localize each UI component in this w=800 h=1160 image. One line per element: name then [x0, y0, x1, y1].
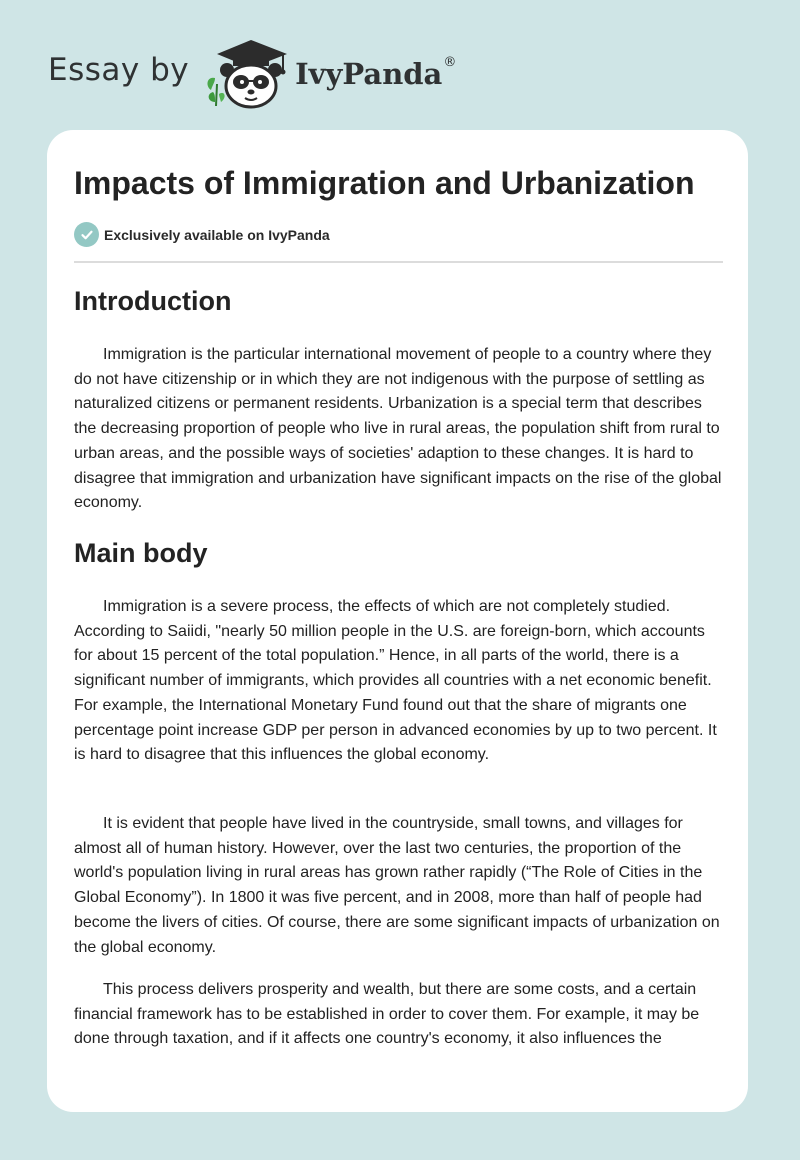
check-icon — [74, 222, 99, 247]
registered-mark: ® — [443, 54, 457, 70]
paragraph: It is evident that people have lived in the countryside, small towns, and villages for almost all of human history. However, over the last two centuries, the proportion of the world's population living in rural areas has grown rather rapidly (“The Role of Cities in the Global Economy”). In 1800 it was five percent, and in 2008, more than half of people had become the livers of cities. Of course, there are some significant impacts of urbanization on the global economy. — [74, 815, 720, 956]
site-header — [48, 34, 456, 110]
paragraph: Immigration is a severe process, the effects of which are not completely studied. According to Saiidi, "nearly 50 million people in the U.S. are foreign-born, which accounts for about 15 percent of the total population.” Hence, in all parts of the world, there is a significant number of immigrants, which provides all countries with a net economic benefit. For example, the International Monetary Fund found out that the share of migrants one percentage point increase GDP per person in advanced economies by up to two percent. It is hard to disagree that this influences the global economy. — [74, 598, 717, 764]
title-divider — [74, 261, 723, 263]
section-heading-main-body: Main body — [74, 538, 208, 568]
badge-label: Exclusively available on IvyPanda — [104, 226, 330, 243]
essay-title: Impacts of Immigration and Urbanization — [74, 165, 695, 201]
brand-prefix: Essay by — [48, 52, 190, 88]
essay-card — [47, 130, 748, 1112]
section-heading-introduction: Introduction — [74, 286, 232, 316]
exclusive-badge — [74, 222, 330, 247]
paragraph: Immigration is the particular international movement of people to a country where they do not have citizenship or in which they are not indigenous with the purpose of settling as naturalized citizens or permanent residents. Urbanization is a special term that describes the decreasing proportion of people who live in rural areas, the population shift from rural to urban areas, and the possible ways of societies' adaption to these changes. It is hard to disagree that immigration and urbanization have significant impacts on the rise of the global economy. — [74, 346, 722, 512]
panda-logo-icon[interactable] — [203, 34, 293, 110]
brand-name[interactable]: IvyPanda — [295, 57, 443, 91]
paragraph: This process delivers prosperity and wealth, but there are some costs, and a certain financial framework has to be established in order to cover them. For example, it may be done through taxation, and if it affects one country's economy, it also influences the — [74, 981, 700, 1048]
